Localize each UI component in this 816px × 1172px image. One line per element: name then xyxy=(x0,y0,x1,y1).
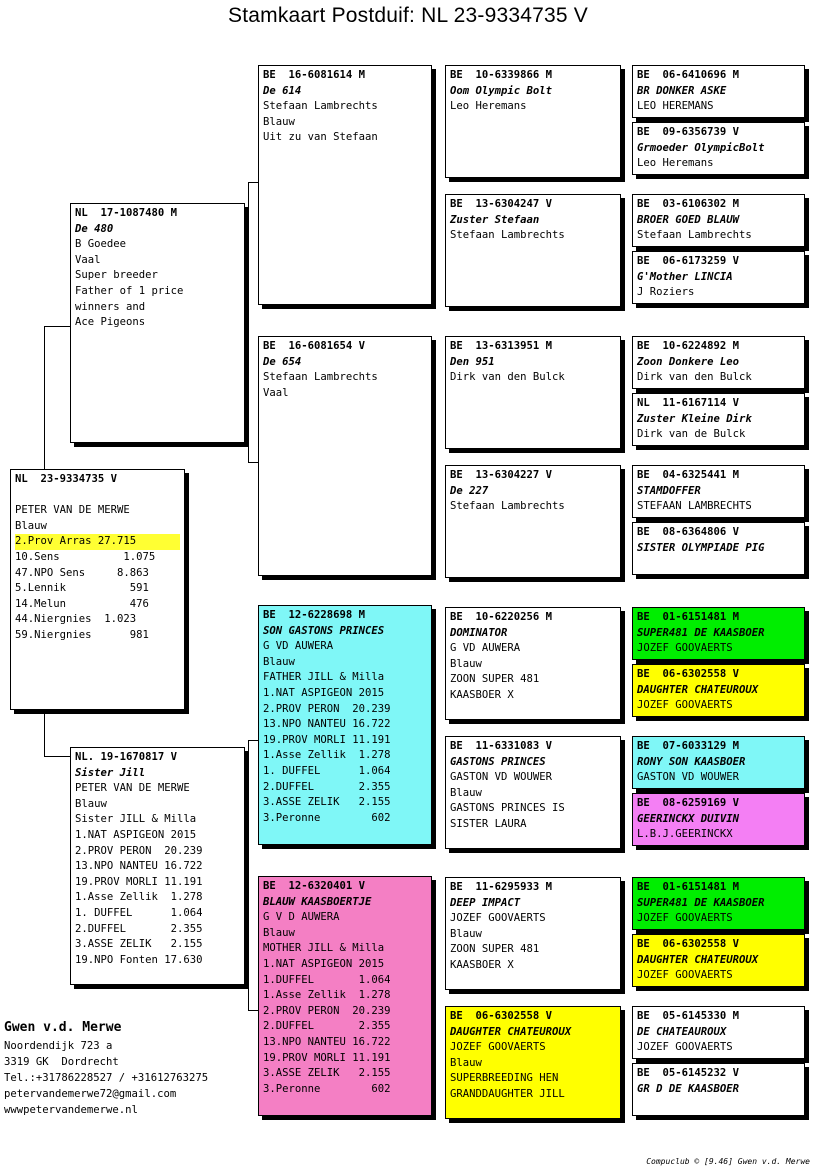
ring-number: NL. 19-1670817 V xyxy=(75,751,178,763)
card-line: KAASBOER X xyxy=(450,958,514,971)
card-line: PETER VAN DE MERWE xyxy=(75,782,190,795)
connector-mf xyxy=(434,664,445,784)
card-line: 3.Peronne 602 xyxy=(263,1082,391,1095)
card-line: Blauw xyxy=(450,786,482,799)
card-line: 2.DUFFEL 2.355 xyxy=(263,780,391,793)
owner-address-line-2: 3319 GK Dordrecht xyxy=(4,1056,119,1068)
pigeon-card-g1[interactable] xyxy=(632,65,805,118)
ring-number: BE 06-6302558 V xyxy=(637,938,740,950)
pigeon-card-g16[interactable] xyxy=(632,1063,805,1116)
owner-address-line-1: Noordendijk 723 a xyxy=(4,1040,113,1052)
ring-number: BE 01-6151481 M xyxy=(637,611,740,623)
pigeon-name: Den 951 xyxy=(450,355,495,368)
owner-block xyxy=(4,1018,208,1118)
card-line: Stefaan Lambrechts xyxy=(450,229,565,242)
pigeon-card-g13[interactable] xyxy=(632,877,805,930)
pigeon-card-g4[interactable] xyxy=(632,251,805,304)
card-line: Sister JILL & Milla xyxy=(75,813,197,826)
connector-ff xyxy=(434,124,445,244)
card-line: JOZEF GOOVAERTS xyxy=(637,1041,733,1054)
card-line: L.B.J.GEERINCKX xyxy=(637,828,733,841)
ring-number: BE 16-6081614 M xyxy=(263,69,366,81)
pigeon-name: GR D DE KAASBOER xyxy=(637,1082,740,1095)
connector-fm xyxy=(434,398,445,518)
card-line: 19.NPO Fonten 17.630 xyxy=(75,953,203,966)
pigeon-card-mf[interactable] xyxy=(258,605,432,845)
pigeon-card-main[interactable] xyxy=(10,469,185,710)
connector-main-bottom xyxy=(44,756,70,757)
card-line: 19.PROV MORLI 11.191 xyxy=(263,733,391,746)
connector-mother-top xyxy=(248,740,258,741)
ring-number: BE 16-6081654 V xyxy=(263,340,366,352)
connector-father-bottom xyxy=(248,462,258,463)
card-line: Stefaan Lambrechts xyxy=(637,229,752,242)
card-line: 14.Melun 476 xyxy=(15,597,149,610)
card-line: 1.NAT ASPIGEON 2015 xyxy=(75,828,197,841)
card-line: G VD AUWERA xyxy=(263,640,334,653)
card-line: JOZEF GOOVAERTS xyxy=(637,969,733,982)
ring-number: BE 04-6325441 M xyxy=(637,469,740,481)
connector-main-top xyxy=(44,326,70,327)
ring-number: BE 06-6302558 V xyxy=(637,668,740,680)
card-line: 10.Sens 1.075 xyxy=(15,550,156,563)
connector-mm xyxy=(434,940,445,1060)
pigeon-name: De 654 xyxy=(263,355,302,368)
card-line: Stefaan Lambrechts xyxy=(263,100,378,113)
pigeon-name: Sister Jill xyxy=(75,766,146,779)
ring-number: BE 10-6224892 M xyxy=(637,340,740,352)
pigeon-card-g7[interactable] xyxy=(632,465,805,518)
card-line: GRANDDAUGHTER JILL xyxy=(450,1087,565,1100)
card-line: ZOON SUPER 481 xyxy=(450,943,540,956)
pigeon-name: SUPER481 DE KAASBOER xyxy=(637,626,765,639)
card-line: Blauw xyxy=(263,115,295,128)
card-line: 2.DUFFEL 2.355 xyxy=(75,922,203,935)
pigeon-name: Oom Olympic Bolt xyxy=(450,84,553,97)
card-line: 2.PROV PERON 20.239 xyxy=(263,1004,391,1017)
card-line: KAASBOER X xyxy=(450,688,514,701)
pigeon-card-fmf[interactable] xyxy=(445,336,621,449)
pigeon-name: Zuster Kleine Dirk xyxy=(637,412,752,425)
pigeon-card-g14[interactable] xyxy=(632,934,805,987)
pigeon-name: BROER GOED BLAUW xyxy=(637,213,740,226)
ring-number: BE 06-6410696 M xyxy=(637,69,740,81)
card-line: 2.Prov Arras 27.715 xyxy=(15,534,180,550)
card-line: 3.ASSE ZELIK 2.155 xyxy=(263,1067,391,1080)
card-line: 59.Niergnies 981 xyxy=(15,628,149,641)
card-line: Stefaan Lambrechts xyxy=(263,371,378,384)
ring-number: NL 11-6167114 V xyxy=(637,397,740,409)
pigeon-card-g5[interactable] xyxy=(632,336,805,389)
ring-number: BE 08-6364806 V xyxy=(637,526,740,538)
pigeon-card-g8[interactable] xyxy=(632,522,805,575)
card-line: 2.DUFFEL 2.355 xyxy=(263,1020,391,1033)
pigeon-name: DAUGHTER CHATEUROUX xyxy=(637,953,759,966)
pigeon-card-mmf[interactable] xyxy=(445,877,621,990)
card-line: winners and xyxy=(75,300,146,313)
connector-mother-bottom xyxy=(248,1010,258,1011)
card-line: GASTON VD WOUWER xyxy=(637,771,740,784)
pigeon-card-g12[interactable] xyxy=(632,793,805,846)
ring-number: BE 13-6304227 V xyxy=(450,469,553,481)
pigeon-name: BLAUW KAASBOERTJE xyxy=(263,895,372,908)
card-line: JOZEF GOOVAERTS xyxy=(637,912,733,925)
card-line: 47.NPO Sens 8.863 xyxy=(15,566,149,579)
card-line: JOZEF GOOVAERTS xyxy=(450,912,546,925)
card-line: PETER VAN DE MERWE xyxy=(15,504,130,517)
pigeon-name: DE CHATEAUROUX xyxy=(637,1025,727,1038)
card-line: STEFAAN LAMBRECHTS xyxy=(637,500,752,513)
card-line: 1.NAT ASPIGEON 2015 xyxy=(263,686,385,699)
card-line: JOZEF GOOVAERTS xyxy=(637,642,733,655)
pigeon-card-g2[interactable] xyxy=(632,122,805,175)
card-line: B Goedee xyxy=(75,238,127,251)
ring-number: BE 11-6331083 V xyxy=(450,740,553,752)
card-line: GASTON VD WOUWER xyxy=(450,771,553,784)
card-line: GASTONS PRINCES IS xyxy=(450,802,565,815)
ring-number: BE 10-6339866 M xyxy=(450,69,553,81)
connector-father-top xyxy=(248,182,258,183)
card-line: 44.Niergnies 1.023 xyxy=(15,613,137,626)
card-line: Blauw xyxy=(263,926,295,939)
pigeon-name: Zuster Stefaan xyxy=(450,213,540,226)
ring-number: BE 05-6145330 M xyxy=(637,1010,740,1022)
card-line: 5.Lennik 591 xyxy=(15,582,149,595)
pigeon-name: De 480 xyxy=(75,222,114,235)
ring-number: BE 13-6304247 V xyxy=(450,198,553,210)
card-line: G V D AUWERA xyxy=(263,911,340,924)
card-line: Blauw xyxy=(263,655,295,668)
card-line: 1. DUFFEL 1.064 xyxy=(263,764,391,777)
ring-number: BE 06-6173259 V xyxy=(637,255,740,267)
pigeon-name: SON GASTONS PRINCES xyxy=(263,624,385,637)
owner-email[interactable]: petervandemerwe72@gmail.com xyxy=(4,1088,177,1100)
card-line: MOTHER JILL & Milla xyxy=(263,942,385,955)
pigeon-name: SISTER OLYMPIADE PIG xyxy=(637,541,765,554)
card-line xyxy=(15,488,180,504)
page-title: Stamkaart Postduif: NL 23-9334735 V xyxy=(228,4,588,27)
card-line: SUPERBREEDING HEN xyxy=(450,1072,559,1085)
ring-number: BE 13-6313951 M xyxy=(450,340,553,352)
ring-number: BE 12-6228698 M xyxy=(263,609,366,621)
ring-number: BE 12-6320401 V xyxy=(263,880,366,892)
card-line: JOZEF GOOVAERTS xyxy=(450,1041,546,1054)
card-line: 19.PROV MORLI 11.191 xyxy=(263,1051,391,1064)
card-line: 13.NPO NANTEU 16.722 xyxy=(75,860,203,873)
pigeon-name: Grmoeder OlympicBolt xyxy=(637,141,765,154)
ring-number: BE 07-6033129 M xyxy=(637,740,740,752)
pigeon-name: G'Mother LINCIA xyxy=(637,270,733,283)
ring-number: BE 01-6151481 M xyxy=(637,881,740,893)
card-line: 1. DUFFEL 1.064 xyxy=(75,906,203,919)
card-line: 13.NPO NANTEU 16.722 xyxy=(263,718,391,731)
card-line: Leo Heremans xyxy=(637,157,714,170)
pigeon-card-g9[interactable] xyxy=(632,607,805,660)
card-line: Blauw xyxy=(450,927,482,940)
card-line: Dirk van den Bulck xyxy=(450,371,565,384)
pigeon-card-g15[interactable] xyxy=(632,1006,805,1059)
pigeon-name: De 614 xyxy=(263,84,302,97)
card-line: Father of 1 price xyxy=(75,284,184,297)
ring-number: BE 09-6356739 V xyxy=(637,126,740,138)
card-line: 2.PROV PERON 20.239 xyxy=(263,702,391,715)
pigeon-card-mother[interactable] xyxy=(70,747,245,985)
owner-name: Gwen v.d. Merwe xyxy=(4,1020,122,1035)
owner-phone: Tel.:+31786228527 / +31612763275 xyxy=(4,1072,209,1084)
pigeon-card-mmm[interactable] xyxy=(445,1006,621,1119)
card-line: 13.NPO NANTEU 16.722 xyxy=(263,1035,391,1048)
card-line: 3.Peronne 602 xyxy=(263,811,391,824)
card-line: Super breeder xyxy=(75,269,158,282)
card-line: SISTER LAURA xyxy=(450,817,527,830)
software-credit: Compuclub © [9.46] Gwen v.d. Merwe xyxy=(646,1157,810,1166)
pigeon-card-g6[interactable] xyxy=(632,393,805,446)
card-line: J Roziers xyxy=(637,286,695,299)
card-line: G VD AUWERA xyxy=(450,642,521,655)
ring-number: BE 11-6295933 M xyxy=(450,881,553,893)
card-line: 3.ASSE ZELIK 2.155 xyxy=(263,796,391,809)
card-line: Blauw xyxy=(15,519,47,532)
pigeon-card-ff[interactable] xyxy=(258,65,432,305)
pigeon-card-mfm[interactable] xyxy=(445,736,621,849)
owner-website[interactable]: wwwpetervandemerwe.nl xyxy=(4,1104,138,1116)
ring-number: BE 10-6220256 M xyxy=(450,611,553,623)
pigeon-card-fmm[interactable] xyxy=(445,465,621,578)
card-line: 1.NAT ASPIGEON 2015 xyxy=(263,957,385,970)
card-line: 1.Asse Zellik 1.278 xyxy=(263,989,391,1002)
ring-number: NL 23-9334735 V xyxy=(15,473,118,485)
pigeon-name: RONY SON KAASBOER xyxy=(637,755,746,768)
card-line: JOZEF GOOVAERTS xyxy=(637,699,733,712)
card-line: 1.DUFFEL 1.064 xyxy=(263,973,391,986)
pigeon-card-ffm[interactable] xyxy=(445,194,621,307)
pigeon-card-mm[interactable] xyxy=(258,876,432,1116)
ring-number: BE 05-6145232 V xyxy=(637,1067,740,1079)
ring-number: BE 08-6259169 V xyxy=(637,797,740,809)
pigeon-name: DAUGHTER CHATEUROUX xyxy=(450,1025,572,1038)
pigeon-name: DAUGHTER CHATEUROUX xyxy=(637,683,759,696)
ring-number: BE 06-6302558 V xyxy=(450,1010,553,1022)
card-line: Uit zu van Stefaan xyxy=(263,131,378,144)
card-line: 1.Asse Zellik 1.278 xyxy=(75,891,203,904)
ring-number: BE 03-6106302 M xyxy=(637,198,740,210)
pigeon-card-g10[interactable] xyxy=(632,664,805,717)
card-line: LEO HEREMANS xyxy=(637,100,714,113)
card-line: Dirk van den Bulck xyxy=(637,371,752,384)
ring-number: NL 17-1087480 M xyxy=(75,207,178,219)
pigeon-name: SUPER481 DE KAASBOER xyxy=(637,896,765,909)
pigeon-card-g3[interactable] xyxy=(632,194,805,247)
card-line: Dirk van de Bulck xyxy=(637,428,746,441)
card-line: Blauw xyxy=(450,1056,482,1069)
pigeon-card-father[interactable] xyxy=(70,203,245,443)
card-line: Ace Pigeons xyxy=(75,316,146,329)
card-line: Vaal xyxy=(75,253,101,266)
pigeon-card-fff[interactable] xyxy=(445,65,621,178)
pigeon-name: Zoon Donkere Leo xyxy=(637,355,740,368)
card-line: Stefaan Lambrechts xyxy=(450,500,565,513)
pigeon-name: GASTONS PRINCES xyxy=(450,755,546,768)
card-line: 3.ASSE ZELIK 2.155 xyxy=(75,938,203,951)
card-line: Blauw xyxy=(75,797,107,810)
pigeon-name: DEEP IMPACT xyxy=(450,896,521,909)
card-line: FATHER JILL & Milla xyxy=(263,671,385,684)
pigeon-name: De 227 xyxy=(450,484,489,497)
pigeon-name: GEERINCKX DUIVIN xyxy=(637,812,740,825)
card-line: Leo Heremans xyxy=(450,100,527,113)
card-line: Vaal xyxy=(263,386,289,399)
card-line: 19.PROV MORLI 11.191 xyxy=(75,875,203,888)
card-line: 2.PROV PERON 20.239 xyxy=(75,844,203,857)
pigeon-name: BR DONKER ASKE xyxy=(637,84,727,97)
pigeon-name: DOMINATOR xyxy=(450,626,508,639)
pigeon-card-mff[interactable] xyxy=(445,607,621,720)
card-line: 1.Asse Zellik 1.278 xyxy=(263,749,391,762)
card-line: Blauw xyxy=(450,657,482,670)
pigeon-card-g11[interactable] xyxy=(632,736,805,789)
pigeon-card-fm[interactable] xyxy=(258,336,432,576)
card-line: ZOON SUPER 481 xyxy=(450,673,540,686)
pigeon-name: STAMDOFFER xyxy=(637,484,701,497)
